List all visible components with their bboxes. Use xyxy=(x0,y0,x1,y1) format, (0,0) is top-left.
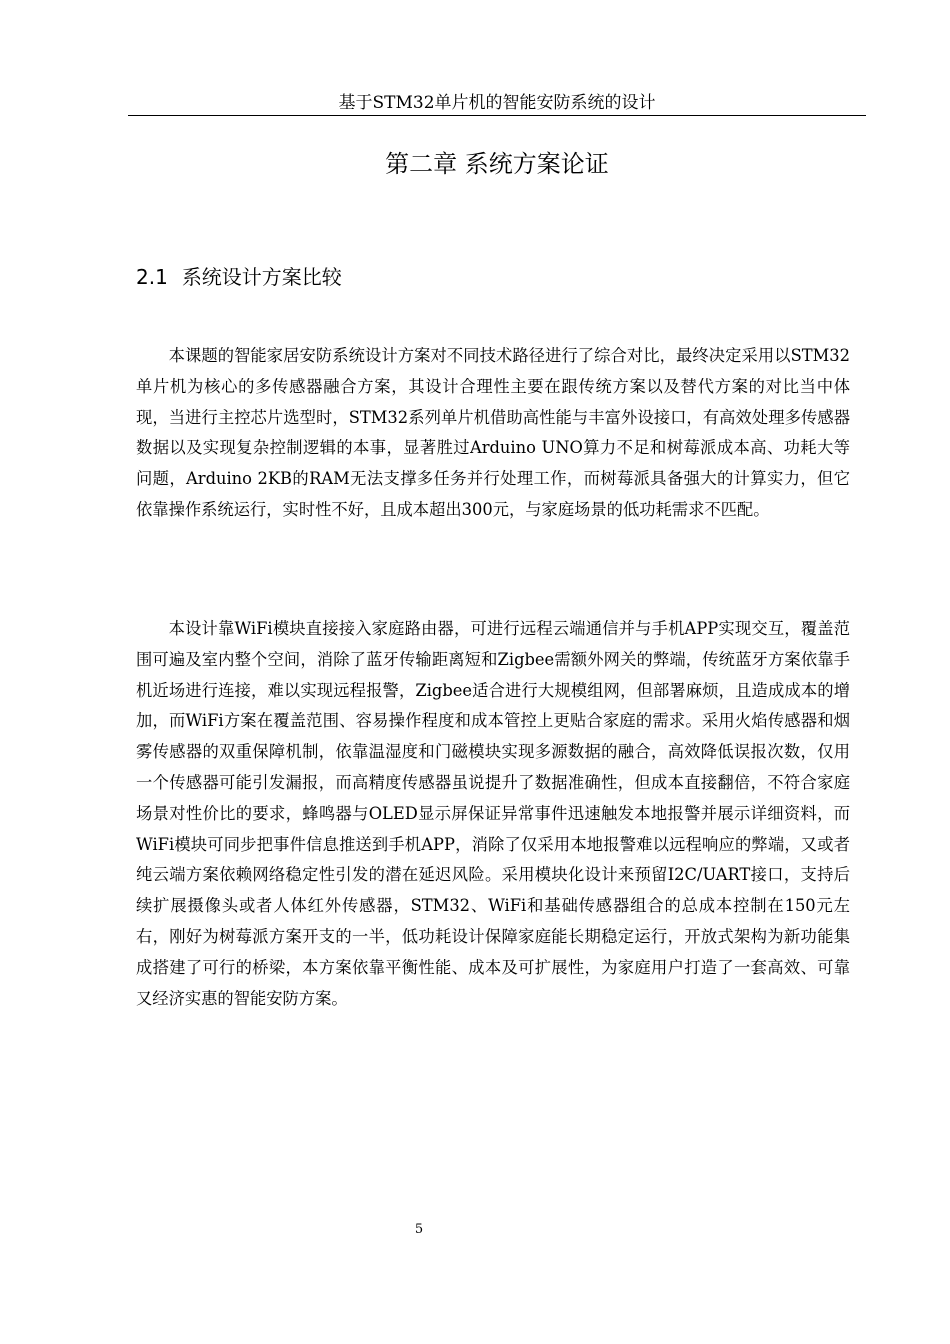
paragraph-1: 本课题的智能家居安防系统设计方案对不同技术路径进行了综合对比，最终决定采用以STM32单片机为核心的多传感器融合方案，其设计合理性主要在跟传统方案以及替代方案的对比当中体现，当进行主控芯片选型时，STM32系列单片机借助高性能与丰富外设接口，有高效处理多传感器数据以及实现复杂控制逻辑的本事，显著胜过Arduino UNO算力不足和树莓派成本高、功耗大等问题，Arduino 2KB的RAM无法支撑多任务并行处理工作，而树莓派具备强大的计算实力，但它依靠操作系统运行，实时性不好，且成本超出300元，与家庭场景的低功耗需求不匹配。 xyxy=(136,346,850,519)
header-divider xyxy=(128,115,866,116)
running-header: 基于STM32单片机的智能安防系统的设计 xyxy=(338,93,656,113)
section-number: 2.1 xyxy=(136,265,168,289)
section-title: 系统设计方案比较 xyxy=(181,265,342,289)
chapter-title: 第二章 系统方案论证 xyxy=(385,150,609,178)
paragraph-2: 本设计靠WiFi模块直接接入家庭路由器，可进行远程云端通信并与手机APP实现交互，覆盖范围可遍及室内整个空间，消除了蓝牙传输距离短和Zigbee需额外网关的弊端，传统蓝牙方案依靠手机近场进行连接，难以实现远程报警，Zigbee适合进行大规模组网，但部署麻烦，且造成成本的增加，而WiFi方案在覆盖范围、容易操作程度和成本管控上更贴合家庭的需求。采用火焰传感器和烟雾传感器的双重保障机制，依靠温湿度和门磁模块实现多源数据的融合，高效降低误报次数，仅用一个传感器可能引发漏报，而高精度传感器虽说提升了数据准确性，但成本直接翻倍，不符合家庭场景对性价比的要求，蜂鸣器与OLED显示屏保证异常事件迅速触发本地报警并展示详细资料，而WiFi模块可同步把事件信息推送到手机APP，消除了仅采用本地报警难以远程响应的弊端，又或者纯云端方案依赖网络稳定性引发的潜在延迟风险。采用模块化设计来预留I2C/UART接口，支持后续扩展摄像头或者人体红外传感器，STM32、WiFi和基础传感器组合的总成本控制在150元左右，刚好为树莓派方案开支的一半，低功耗设计保障家庭能长期稳定运行，开放式架构为新功能集成搭建了可行的桥梁，本方案依靠平衡性能、成本及可扩展性，为家庭用户打造了一套高效、可靠又经济实惠的智能安防方案。 xyxy=(136,619,850,1008)
page-number: 5 xyxy=(414,1222,424,1237)
section-heading xyxy=(136,263,342,291)
